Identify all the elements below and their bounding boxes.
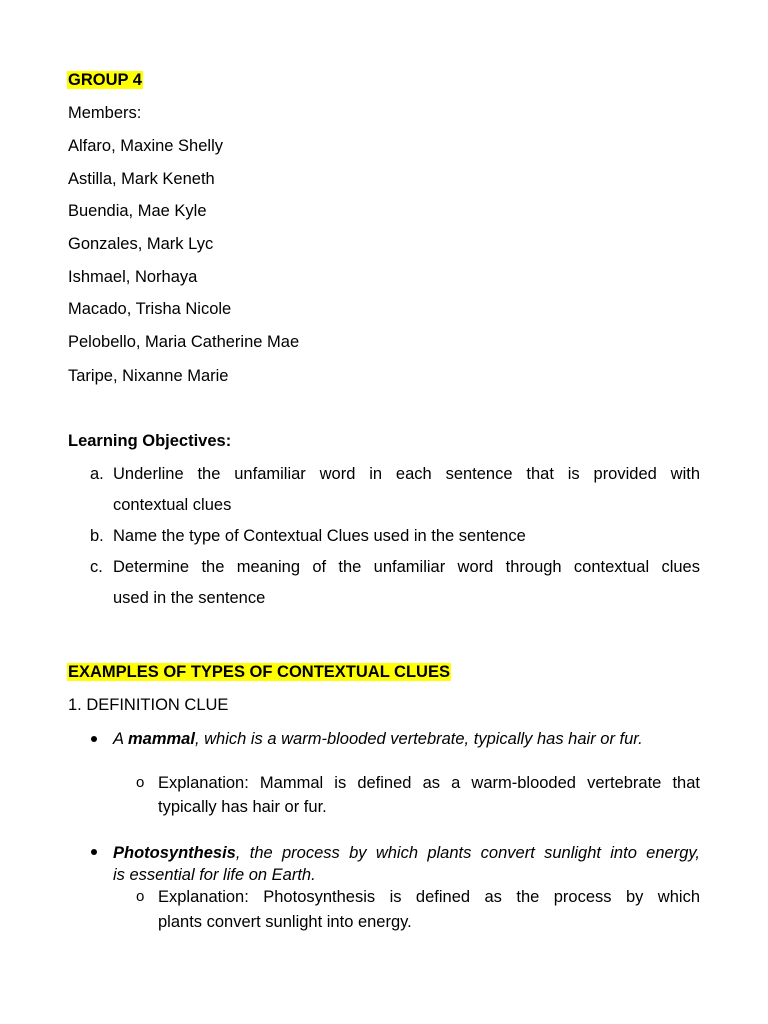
member-name: Taripe, Nixanne Marie xyxy=(68,367,229,385)
example-term: mammal xyxy=(127,730,195,748)
member-name: Alfaro, Maxine Shelly xyxy=(68,137,223,155)
objective-marker: b. xyxy=(90,527,104,545)
group-title-text: GROUP 4 xyxy=(68,71,142,89)
bullet-icon xyxy=(91,736,97,742)
member-name: Pelobello, Maria Catherine Mae xyxy=(68,333,300,351)
objectives-heading: Learning Objectives: xyxy=(68,432,232,450)
sub-bullet-icon: o xyxy=(136,888,145,905)
member-name: Buendia, Mae Kyle xyxy=(68,202,207,220)
bullet-icon xyxy=(91,849,97,855)
examples-heading-text: EXAMPLES OF TYPES OF CONTEXTUAL CLUES xyxy=(68,663,450,681)
explanation-line: Explanation: Mammal is defined as a warm-blooded vertebrate that xyxy=(158,774,700,792)
section-title: 1. DEFINITION CLUE xyxy=(68,696,229,714)
objective-text-line: Determine the meaning of the unfamiliar word through contextual clues xyxy=(113,558,700,576)
member-name: Macado, Trisha Nicole xyxy=(68,300,232,318)
objective-marker: a. xyxy=(90,465,104,483)
member-name: Ishmael, Norhaya xyxy=(68,268,198,286)
examples-heading xyxy=(67,662,451,682)
example-sentence xyxy=(113,843,700,863)
members-label: Members: xyxy=(68,104,142,122)
sub-bullet-icon: o xyxy=(136,774,145,791)
objective-text-line: used in the sentence xyxy=(113,589,266,607)
objective-text-line: Name the type of Contextual Clues used in the sentence xyxy=(113,527,526,545)
example-sentence xyxy=(113,729,643,749)
group-title xyxy=(67,70,143,90)
explanation-line: plants convert sunlight into energy. xyxy=(158,913,412,931)
example-sentence-line: is essential for life on Earth. xyxy=(113,866,316,884)
explanation-line: typically has hair or fur. xyxy=(158,798,327,816)
example-rest: , which is a warm-blooded vertebrate, typically has hair or fur. xyxy=(194,730,643,748)
example-rest: , the process by which plants convert sunlight into energy, xyxy=(235,844,700,862)
example-prefix: A xyxy=(113,730,128,748)
explanation-line: Explanation: Photosynthesis is defined as the process by which xyxy=(158,888,700,906)
objective-marker: c. xyxy=(90,558,103,576)
member-name: Gonzales, Mark Lyc xyxy=(68,235,214,253)
example-term: Photosynthesis xyxy=(113,844,236,862)
objective-text-line: Underline the unfamiliar word in each sentence that is provided with xyxy=(113,465,700,483)
objective-text-line: contextual clues xyxy=(113,496,232,514)
member-name: Astilla, Mark Keneth xyxy=(68,170,215,188)
